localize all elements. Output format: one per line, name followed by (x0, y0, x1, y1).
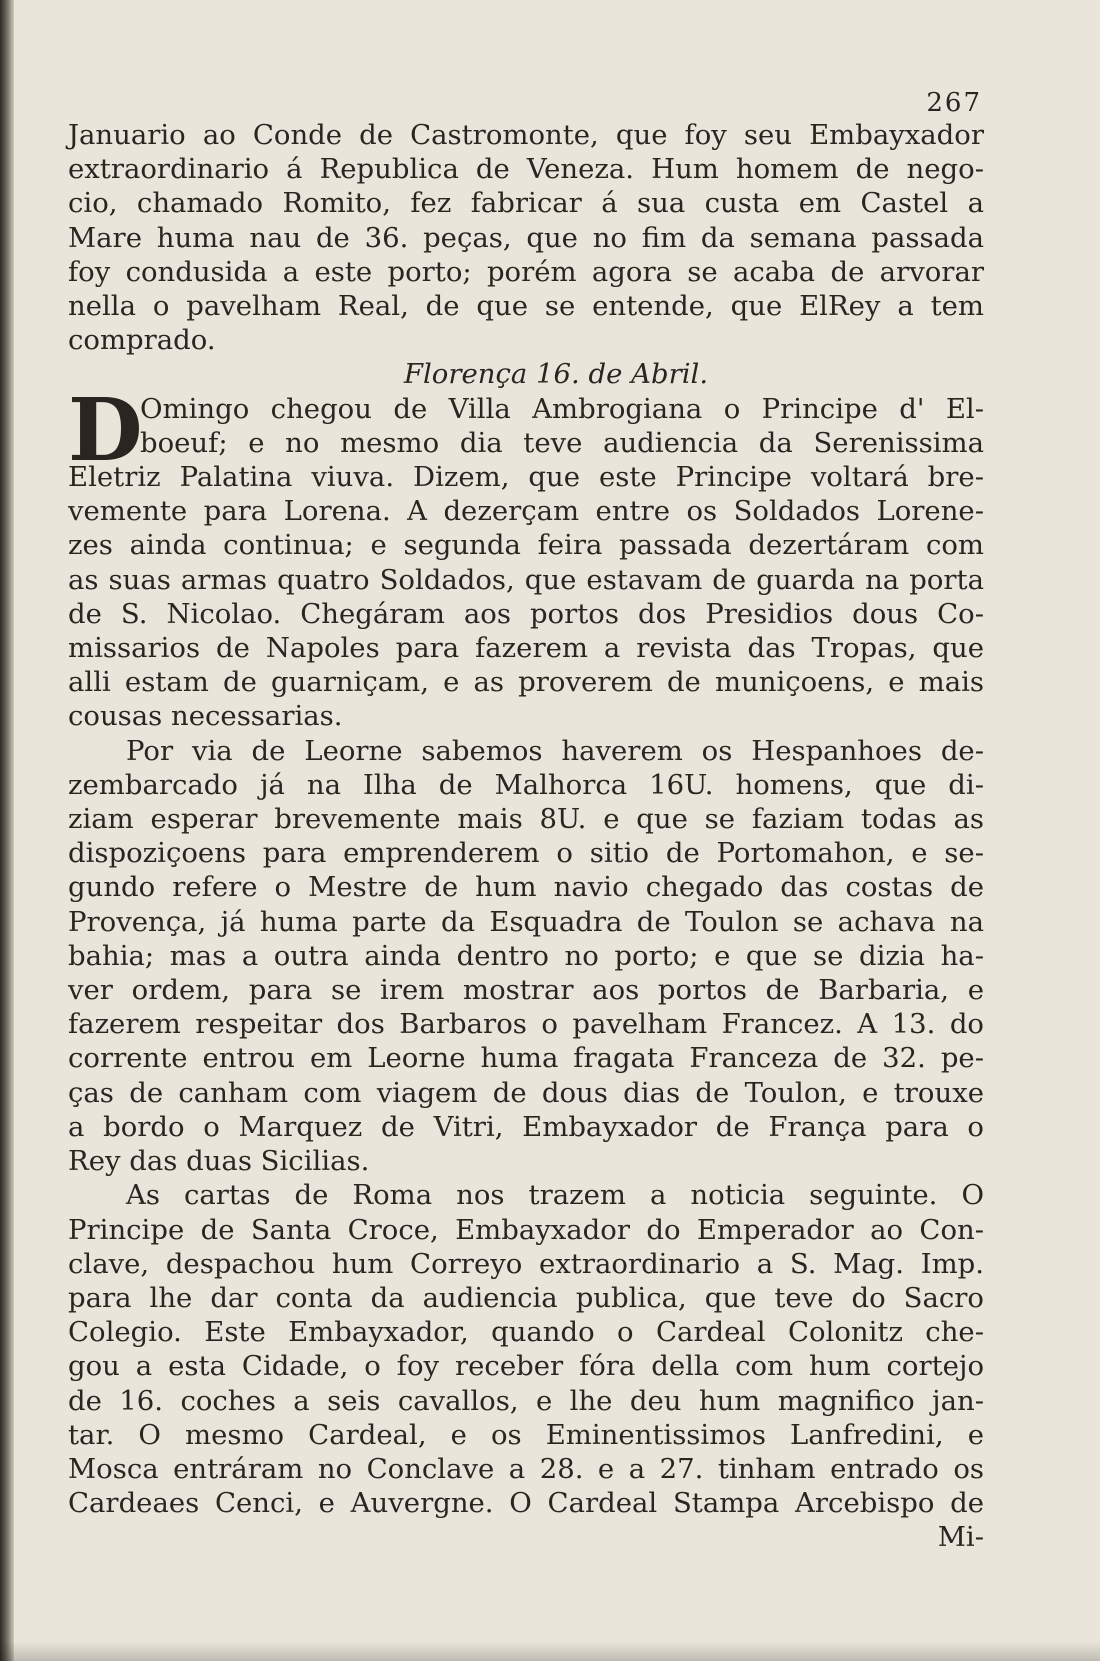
book-spine-edge (0, 0, 14, 1661)
article-body (68, 118, 984, 1555)
text-line: cousas necessarias. (68, 700, 343, 733)
text-line: as suas armas quatro Soldados, que estavam de guarda na porta (68, 563, 984, 596)
leorne-paragraph (68, 734, 984, 1179)
text-line: vemente para Lorena. A dezerçam entre os Soldados Lorene- (68, 495, 984, 528)
text-line: clave, despachou hum Correyo extraordinario a S. Mag. Imp. (68, 1247, 984, 1280)
text-line: para lhe dar conta da audiencia publica, que teve do Sacro (68, 1281, 984, 1314)
text-line: Eletriz Palatina viuva. Dizem, que este Principe voltará bre- (68, 461, 984, 494)
text-line: nella o pavelham Real, de que se entende, que ElRey a tem (68, 290, 984, 323)
text-line: a bordo o Marquez de Vitri, Embayxador de França para o (68, 1110, 984, 1143)
text-line: extraordinario á Republica de Veneza. Hum homem de nego- (68, 153, 984, 186)
text-line: Januario ao Conde de Castromonte, que foy seu Embayxador (68, 119, 984, 151)
text-line: ças de canham com viagem de dous dias de Toulon, e trouxe (68, 1076, 984, 1109)
text-line: comprado. (68, 324, 216, 357)
text-line: ziam esperar brevemente mais 8U. e que se faziam todas as (68, 803, 984, 836)
text-line: de 16. coches a seis cavallos, e lhe deu hum magnifico jan- (68, 1384, 984, 1417)
text-line: fazerem respeitar dos Barbaros o pavelham Francez. A 13. do (68, 1008, 984, 1041)
text-line: bahia; mas a outra ainda dentro no porto; e que se dizia ha- (68, 939, 984, 972)
text-line: As cartas de Roma nos trazem a noticia seguinte. O (126, 1179, 984, 1212)
text-line: cio, chamado Romito, fez fabricar á sua custa em Castel a (68, 187, 984, 220)
text-line: corrente entrou em Leorne huma fragata Franceza de 32. pe- (68, 1042, 984, 1075)
text-line: Por via de Leorne sabemos haverem os Hespanhoes de- (126, 734, 984, 767)
text-line: missarios de Napoles para fazerem a revista das Tropas, que (68, 632, 984, 665)
dropcap-paragraph (68, 379, 984, 734)
text-line: Colegio. Este Embayxador, quando o Cardeal Colonitz che- (68, 1316, 984, 1349)
text-line: dispoziçoens para emprenderem o sitio de Portomahon, e se- (68, 837, 984, 870)
text-line: Mosca entráram no Conclave a 28. e a 27. tinham entrado os (68, 1452, 984, 1485)
dateline-florenca: Florença 16. de Abril. (403, 358, 709, 391)
text-line: Omingo chegou de Villa Ambrogiana o Principe d' El- (140, 392, 984, 425)
text-line: Provença, já huma parte da Esquadra de Toulon se achava na (68, 905, 984, 938)
text-line: boeuf; e no mesmo dia teve audiencia da Serenissima (140, 426, 984, 459)
text-line: zes ainda continua; e segunda feira passada dezertáram com (68, 529, 984, 562)
text-line: de S. Nicolao. Chegáram aos portos dos Presidios dous Co- (68, 597, 984, 630)
text-line: Rey das duas Sicilias. (68, 1145, 370, 1178)
page-bottom-shadow (0, 1641, 1100, 1661)
drop-cap-initial: D (68, 379, 143, 481)
text-line: foy condusida a este porto; porém agora se acaba de arvorar (68, 255, 984, 288)
text-line: alli estam de guarniçam, e as proverem de muniçoens, e mais (68, 666, 984, 699)
text-line: Mare huma nau de 36. peças, que no fim da semana passada (68, 221, 984, 254)
page-number: 267 (926, 88, 982, 118)
text-line: Principe de Santa Croce, Embayxador do Emperador ao Con- (68, 1213, 984, 1246)
catchword: Mi- (937, 1521, 984, 1554)
text-line: zembarcado já na Ilha de Malhorca 16U. homens, que di- (68, 768, 984, 801)
text-line: gundo refere o Mestre de hum navio chegado das costas de (68, 871, 984, 904)
text-line: Cardeaes Cenci, e Auvergne. O Cardeal Stampa Arcebispo de (68, 1487, 984, 1520)
text-line: ver ordem, para se irem mostrar aos portos de Barbaria, e (68, 974, 984, 1007)
text-line: tar. O mesmo Cardeal, e os Eminentissimos Lanfredini, e (68, 1418, 984, 1451)
opening-paragraph (68, 118, 984, 357)
roma-paragraph (68, 1178, 984, 1520)
text-line: gou a esta Cidade, o foy receber fóra della com hum cortejo (68, 1350, 984, 1383)
